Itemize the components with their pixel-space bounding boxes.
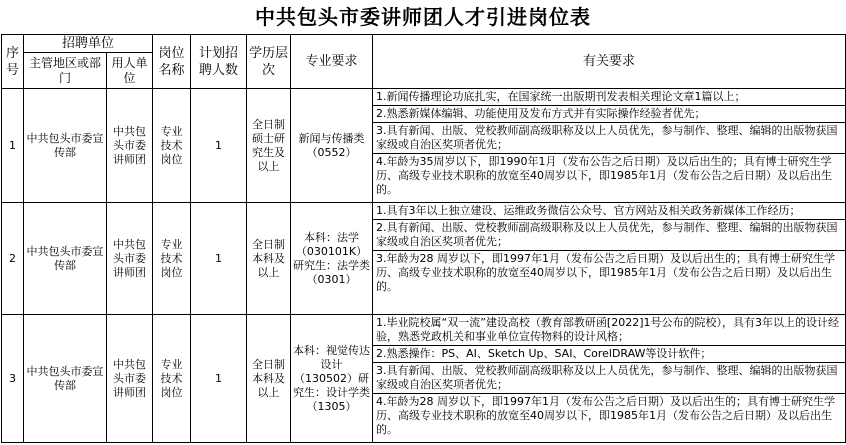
requirement-item: 2.具有新闻、出版、党校教师副高级职称及以上人员优先，参与制作、整理、编辑的出版物获国家级或自治区奖项者优先； [373, 220, 845, 251]
cell-dept: 中共包头市委宣传部 [24, 203, 107, 315]
cell-employer: 中共包头市委讲师团 [107, 315, 153, 443]
requirement-item: 1.具有3年以上独立建设、运维政务微信公众号、官方网站及相关政务新媒体工作经历； [373, 203, 845, 220]
cell-seq: 1 [2, 89, 24, 203]
header-requirements: 有关要求 [373, 35, 846, 89]
requirement-item: 4.年龄为35周岁以下，即1990年1月（发布公告之后日期）及以后出生的；具有博士研究生学历、高级专业技术职称的放宽至40周岁以下，即1985年1月（发布公告之后日期）及以后出生的。 [376, 155, 833, 196]
cell-position: 专业技术岗位 [153, 203, 191, 315]
cell-edu: 全日制本科及以上 [247, 315, 291, 443]
requirement-item: 3.具有新闻、出版、党校教师副高级职称及以上人员优先，参与制作、整理、编辑的出版物获国家级或自治区奖项者优先； [373, 363, 845, 394]
cell-major: 本科：视觉传达设计（130502）研究生：设计学类（1305） [291, 315, 373, 443]
cell-dept: 中共包头市委宣传部 [24, 315, 107, 443]
table-row [2, 315, 846, 443]
header-employer: 用人单位 [107, 53, 153, 89]
requirement-item: 3.年龄为28 周岁以下，即1997年1月（发布公告之后日期）及以后出生的；具有博士研究生学历、高级专业技术职称的放宽至40周岁以下，即1985年1月（发布公告之后日期）及以后出生的。 [376, 252, 835, 293]
cell-count: 1 [191, 315, 247, 443]
header-count: 计划招聘人数 [191, 35, 247, 89]
cell-employer: 中共包头市委讲师团 [107, 89, 153, 203]
cell-major: 新闻与传播类（0552） [291, 89, 373, 203]
cell-edu: 全日制本科及以上 [247, 203, 291, 315]
header-major: 专业要求 [291, 35, 373, 89]
requirement-item: 4.年龄为28 周岁以下，即1997年1月（发布公告之后日期）及以后出生的；具有博士研究生学历、高级专业技术职称的放宽至40周岁以下，即1985年1月（发布公告之后日期）及以后出生的。 [376, 395, 835, 436]
header-seq: 序号 [2, 35, 24, 89]
cell-seq: 3 [2, 315, 24, 443]
header-unit: 招聘单位 [24, 35, 153, 53]
cell-count: 1 [191, 203, 247, 315]
cell-count: 1 [191, 89, 247, 203]
cell-position: 专业技术岗位 [153, 89, 191, 203]
cell-requirements [373, 89, 846, 203]
header-dept: 主管地区或部门 [24, 53, 107, 89]
cell-position: 专业技术岗位 [153, 315, 191, 443]
positions-table [1, 34, 846, 443]
requirement-item: 2.熟悉新媒体编辑、功能使用及发布方式并有实际操作经验者优先； [373, 106, 845, 123]
cell-edu: 全日制硕士研究生及以上 [247, 89, 291, 203]
header-edu: 学历层次 [247, 35, 291, 89]
cell-major: 本科：法学（030101K）研究生：法学类（0301） [291, 203, 373, 315]
requirement-item: 3.具有新闻、出版、党校教师副高级职称及以上人员优先，参与制作、整理、编辑的出版物获国家级或自治区奖项者优先； [373, 123, 845, 154]
requirement-item: 2.熟悉操作：PS、AI、Sketch Up、SAI、CorelDRAW等设计软件； [373, 346, 845, 363]
requirement-item: 1.新闻传播理论功底扎实，在国家统一出版期刊发表相关理论文章1篇以上； [373, 89, 845, 106]
cell-requirements [373, 315, 846, 443]
table-row [2, 203, 846, 315]
requirement-item: 1.毕业院校属“双一流”建设高校（教育部教研函[2022]1号公布的院校），具有3年以上的设计经验，熟悉党政机关和事业单位宣传物料的设计风格； [373, 315, 845, 346]
page-title: 中共包头市委讲师团人才引进岗位表 [255, 5, 591, 29]
cell-seq: 2 [2, 203, 24, 315]
cell-dept: 中共包头市委宣传部 [24, 89, 107, 203]
table-row [2, 89, 846, 203]
header-position: 岗位名称 [153, 35, 191, 89]
cell-employer: 中共包头市委讲师团 [107, 203, 153, 315]
cell-requirements [373, 203, 846, 315]
